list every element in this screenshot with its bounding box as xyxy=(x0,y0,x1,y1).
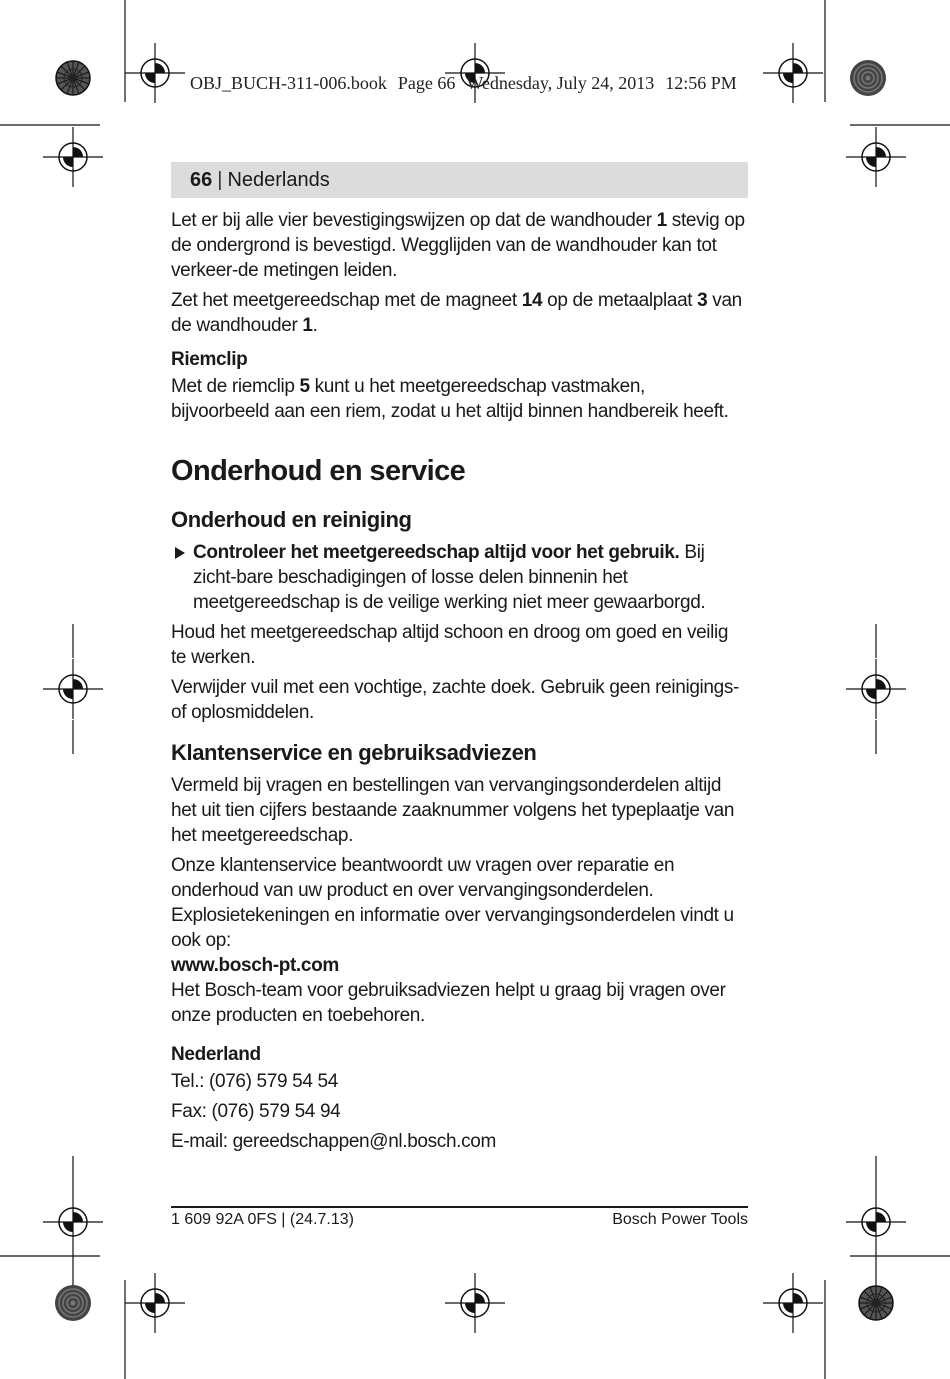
service-paragraph-2: Onze klantenservice beantwoordt uw vragen over reparatie en onderhoud van uw product en over vervangingsonderdelen. Explosietekeningen en informatie over vervangingsonderdelen vindt u ook op: www.bosch-pt.com Het Bosch-team voor gebruiksadviezen helpt u graag bij vragen over onze producten en toebehoren. xyxy=(171,855,734,1026)
page-content xyxy=(171,208,748,1159)
header-separator: | xyxy=(217,168,223,191)
book-date: Wednesday, July 24, 2013 xyxy=(466,73,655,93)
contact-email[interactable]: E-mail: gereedschappen@nl.bosch.com xyxy=(171,1131,496,1152)
book-time: 12:56 PM xyxy=(665,73,737,93)
riemclip-paragraph: Met de riemclip 5 kunt u het meetgereedschap vastmaken, bijvoorbeeld aan een riem, zodat u het altijd binnen handbereik heeft. xyxy=(171,376,729,422)
service-paragraph-1: Vermeld bij vragen en bestellingen van vervangingsonderdelen altijd het uit tien cijfers bestaande zaaknummer volgens het typeplaatje van het meetgereedschap. xyxy=(171,775,735,846)
bosch-website-link[interactable]: www.bosch-pt.com xyxy=(171,955,339,976)
page-header-bar xyxy=(171,162,748,198)
country-heading: Nederland xyxy=(171,1044,261,1065)
intro-paragraph-2: Zet het meetgereedschap met de magneet 14 op de metaalplaat 3 van de wandhouder 1. xyxy=(171,290,742,336)
contact-fax: Fax: (076) 579 54 94 xyxy=(171,1101,341,1122)
footer-rule xyxy=(171,1206,748,1208)
section-title-maintenance: Onderhoud en service xyxy=(171,455,466,487)
footer-doc-number: 1 609 92A 0FS | (24.7.13) xyxy=(171,1211,354,1228)
subheading-cleaning: Onderhoud en reiniging xyxy=(171,507,412,532)
maintenance-paragraph-1: Houd het meetgereedschap altijd schoon en droog om goed en veilig te werken. xyxy=(171,622,729,668)
footer-brand: Bosch Power Tools xyxy=(612,1211,748,1228)
book-slug-line xyxy=(190,73,790,94)
bullet-triangle-icon xyxy=(175,547,185,559)
intro-paragraph-1: Let er bij alle vier bevestigingswijzen op dat de wandhouder 1 stevig op de ondergrond is bevestigd. Wegglijden van de wandhouder kan tot verkeer-de metingen leiden. xyxy=(171,210,745,281)
bullet-text: Bij zicht-bare beschadigingen of losse delen binnenin het meetgereedschap is de veilige werking niet meer gewaarborgd. xyxy=(193,542,706,613)
maintenance-paragraph-2: Verwijder vuil met een vochtige, zachte doek. Gebruik geen reinigings- of oplosmiddelen. xyxy=(171,677,739,723)
bullet-bold-text: Controleer het meetgereedschap altijd voor het gebruik. xyxy=(193,542,680,563)
header-language: Nederlands xyxy=(227,168,330,191)
contact-tel: Tel.: (076) 579 54 54 xyxy=(171,1071,338,1092)
page-number: 66 xyxy=(190,168,213,191)
riemclip-heading: Riemclip xyxy=(171,349,248,370)
book-page: Page 66 xyxy=(397,73,456,93)
warning-bullet xyxy=(171,540,748,615)
subheading-customer-service: Klantenservice en gebruiksadviezen xyxy=(171,740,537,765)
book-file-name: OBJ_BUCH-311-006.book xyxy=(190,73,387,93)
